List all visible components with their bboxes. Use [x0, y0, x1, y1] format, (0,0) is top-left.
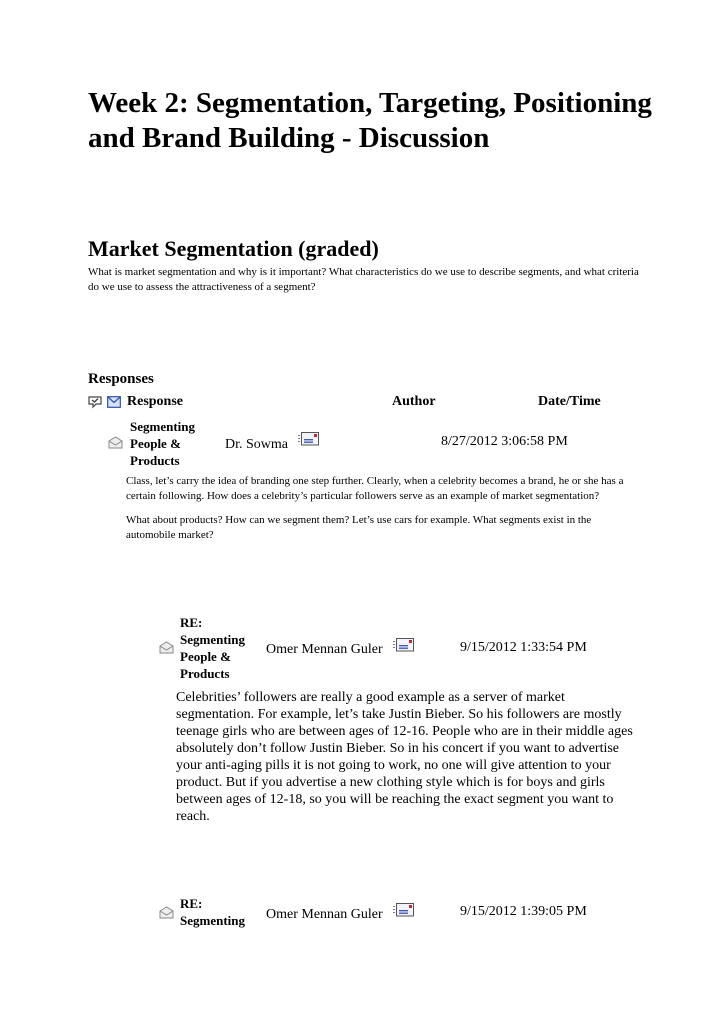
topic-question: What is market segmentation and why is it important? What characteristics do we use to describe segments, and what criteria do we use to assess the attractiveness of a segment?: [88, 266, 639, 293]
post-datetime: 9/15/2012 1:39:05 PM: [460, 904, 587, 919]
send-email-icon[interactable]: [298, 432, 320, 446]
send-email-icon[interactable]: [393, 638, 415, 652]
post-author: Omer Mennan Guler: [266, 907, 383, 922]
post-body: Celebrities’ followers are really a good example as a server of market segmentation. For example, let’s take Justin Bieber. So his followers are mostly teenage girls who are between ages of 12-16. People who are in their middle ages absolutely don’t follow Justin Bieber. So in his concert if you want to advertise your anti-aging pills it is not going to work, no one will give attention to your product. But if you advertise a new clothing style which is for boys and girls between ages of 12-18, so you will be reaching the exact segment you want to reach.: [176, 690, 633, 824]
read-message-icon: [159, 641, 174, 654]
post-datetime: 8/27/2012 3:06:58 PM: [441, 434, 568, 449]
topic-title: Market Segmentation (graded): [88, 236, 379, 261]
send-email-icon[interactable]: [393, 903, 415, 917]
column-header-response[interactable]: Response: [127, 394, 184, 409]
post-author: Omer Mennan Guler: [266, 642, 383, 657]
post-subject-link[interactable]: RE: Segmenting People & Products: [180, 615, 245, 681]
mail-icon[interactable]: [107, 396, 121, 408]
column-header-datetime[interactable]: Date/Time: [538, 394, 601, 409]
post-body: Class, let’s carry the idea of branding one step further. Clearly, when a celebrity becomes a brand, he or she has a certain following. How does a celebrity’s particular followers serve as an example of market segmentation? What about products? How can we segment them? Let’s use cars for example. What segments exist in the automobile market?: [126, 475, 624, 541]
responses-heading: Responses: [88, 371, 154, 387]
post-subject-link[interactable]: RE: Segmenting: [180, 896, 245, 928]
read-message-icon: [108, 436, 123, 449]
expand-collapse-icon[interactable]: [88, 395, 102, 409]
column-header-author[interactable]: Author: [392, 394, 436, 409]
read-message-icon: [159, 906, 174, 919]
post-subject-link[interactable]: Segmenting People & Products: [130, 419, 195, 468]
post-author: Dr. Sowma: [225, 437, 288, 452]
post-datetime: 9/15/2012 1:33:54 PM: [460, 640, 587, 655]
page-title: Week 2: Segmentation, Targeting, Positioning and Brand Building - Discussion: [88, 87, 652, 154]
